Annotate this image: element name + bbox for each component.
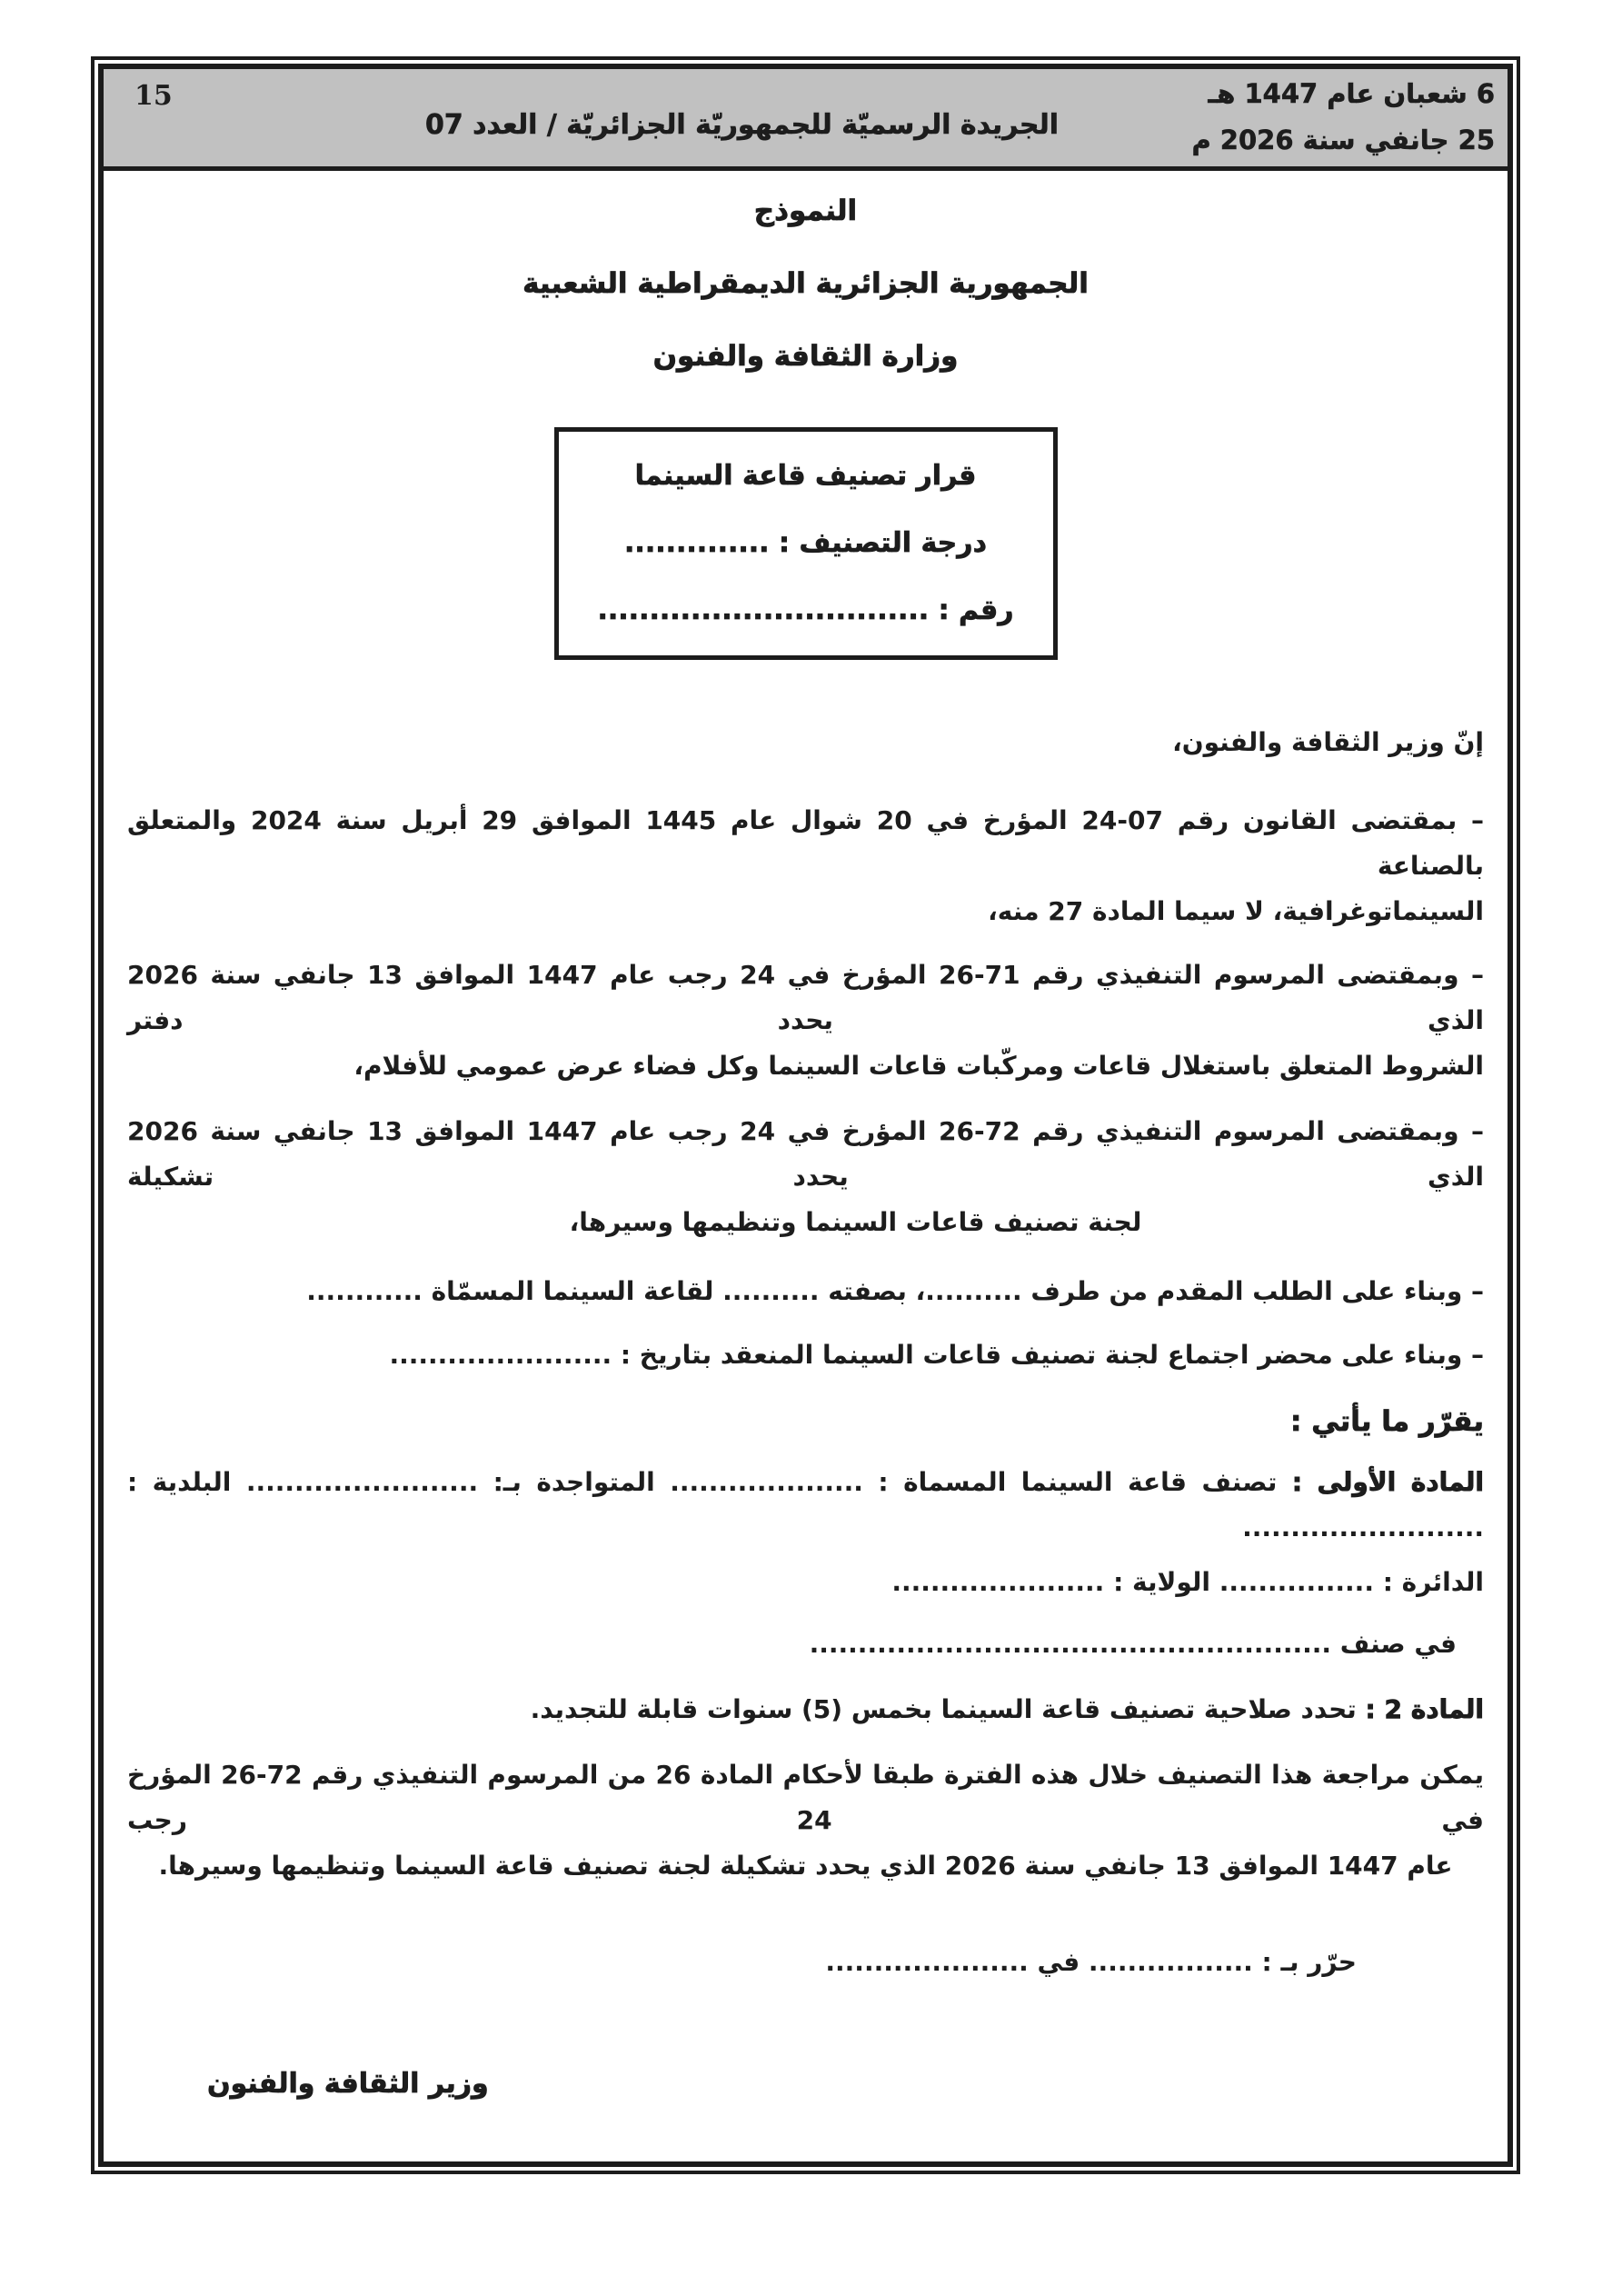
doc-title-ministry: وزارة الثقافة والفنون [652, 340, 959, 373]
visa-request-line: – وبناء على الطلب المقدم من طرف ..........، بصفته .......... لقاعة السينما المسمّاة ............ [306, 1276, 1484, 1306]
document-body [104, 171, 1508, 2161]
visa-law-line-1: – بمقتضى القانون رقم 07-24 المؤرخ في 20 شوال عام 1445 الموافق 29 أبريل سنة 2024 والمتعلق بالصناعة [127, 805, 1485, 881]
issue-dates [1191, 71, 1495, 164]
review-clause-line-1: يمكن مراجعة هذا التصنيف خلال هذه الفترة طبقا لأحكام المادة 26 من المرسوم التنفيذي رقم 72-26 المؤرخ في 24 رجب [127, 1760, 1485, 1835]
doc-title-model: النموذج [753, 195, 858, 227]
minister-signature-title: وزير الثقافة والفنون [207, 2068, 489, 2100]
visa-decree-72-line-1: – وبمقتضى المرسوم التنفيذي رقم 72-26 المؤرخ في 24 رجب عام 1447 الموافق 13 جانفي سنة 2026 الذي يحدد تشكيلة [127, 1116, 1484, 1192]
article-1-line-3: في صنف ...................................................... [809, 1629, 1457, 1659]
gregorian-date: 25 جانفي سنة 2026 م [1191, 125, 1495, 155]
classification-number-line: رقم : ................................ [597, 594, 1014, 626]
article-1-text: تصنف قاعة السينما المسماة : .................... المتواجدة بـ: ........................ البلدية : ......................... [127, 1467, 1484, 1542]
visa-decree-71-line-2: الشروط المتعلق باستغلال قاعات ومركّبات قاعات السينما وكل فضاء عرض عمومي للأفلام، [353, 1051, 1484, 1081]
visa-law-line-2: السينماتوغرافية، لا سيما المادة 27 منه، [988, 896, 1484, 926]
visa-committee-minutes-line: – وبناء على محضر اجتماع لجنة تصنيف قاعات السينما المنعقد بتاريخ : ....................... [389, 1340, 1484, 1370]
page-inner-frame [98, 64, 1513, 2167]
header-band [104, 69, 1508, 171]
issued-at-line: حرّر بـ : ................. في ..................... [825, 1947, 1357, 1977]
article-1-line-2: الدائرة : ................ الولاية : ...................... [891, 1567, 1484, 1597]
visa-decree-72-line-2: لجنة تصنيف قاعات السينما وتنظيمها وسيرها، [569, 1207, 1142, 1237]
page-frame [91, 56, 1520, 2174]
visa-decree-71-line-1: – وبمقتضى المرسوم التنفيذي رقم 71-26 المؤرخ في 24 رجب عام 1447 الموافق 13 جانفي سنة 2026 الذي يحدد دفتر [127, 960, 1484, 1035]
doc-title-republic: الجمهورية الجزائرية الديمقراطية الشعبية [522, 267, 1089, 300]
form-box-title: قرار تصنيف قاعة السينما [634, 460, 977, 492]
article-1-label: المادة الأولى : [1291, 1467, 1485, 1497]
article-2-label: المادة 2 : [1365, 1694, 1484, 1724]
minister-intro-line: إنّ وزير الثقافة والفنون، [1172, 727, 1484, 757]
classification-grade-line: درجة التصنيف : .............. [624, 527, 987, 559]
hijri-date: 6 شعبان عام 1447 هـ [1208, 78, 1495, 109]
article-2-text: تحدد صلاحية تصنيف قاعة السينما بخمس (5) سنوات قابلة للتجديد. [530, 1694, 1357, 1724]
decree-heading: يقرّر ما يأتي : [1290, 1405, 1484, 1438]
journal-title: الجريدة الرسميّة للجمهوريّة الجزائريّة / العدد 07 [424, 109, 1060, 141]
classification-form-box [554, 427, 1058, 660]
article-1-line-1 [127, 1460, 1484, 1551]
review-clause-line-2: عام 1447 الموافق 13 جانفي سنة 2026 الذي يحدد تشكيلة لجنة تصنيف قاعة السينما وتنظيمها وسيرها. [158, 1851, 1453, 1881]
page-number: 15 [134, 80, 173, 112]
article-2-line [127, 1687, 1484, 1732]
